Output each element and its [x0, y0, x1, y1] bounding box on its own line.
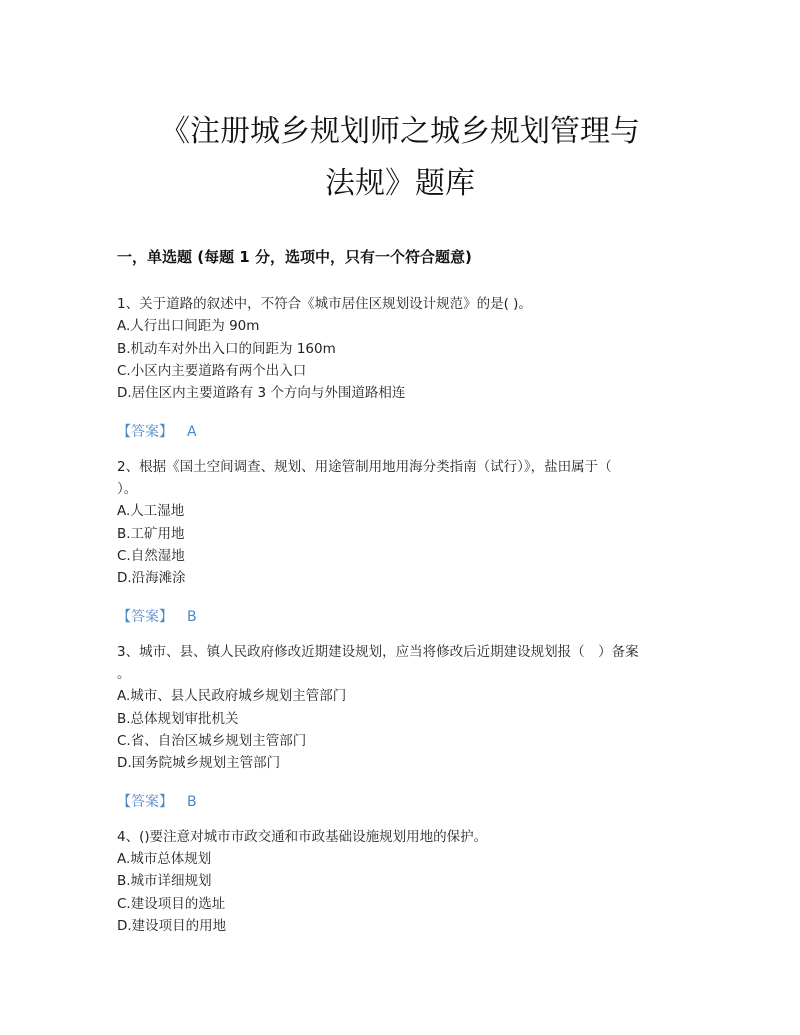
question-3-option-d: D.国务院城乡规划主管部门 [117, 755, 281, 771]
question-4-option-a: A.城市总体规划 [117, 851, 212, 867]
question-2-option-a: A.人工湿地 [117, 503, 185, 519]
question-2-option-c: C.自然湿地 [117, 548, 185, 564]
question-1-stem: 1、关于道路的叙述中，不符合《城市居住区规划设计规范》的是( )。 [117, 296, 532, 312]
answer-label: 【答案】 [117, 609, 173, 625]
question-2-stem-cont: ）。 [117, 481, 138, 497]
question-1-option-b: B.机动车对外出入口的间距为 160m [117, 341, 336, 357]
title-line-2: 法规》题库 [325, 166, 475, 201]
question-3-option-c: C.省、自治区城乡规划主管部门 [117, 733, 307, 749]
title-line-1: 《注册城乡规划师之城乡规划管理与 [160, 114, 640, 149]
question-4-option-d: D.建设项目的用地 [117, 918, 227, 934]
question-4-option-c: C.建设项目的选址 [117, 896, 226, 912]
question-1-option-d: D.居住区内主要道路有 3 个方向与外围道路相连 [117, 385, 406, 401]
answer-value: B [187, 609, 197, 625]
question-2-answer [117, 606, 197, 626]
answer-label: 【答案】 [117, 424, 173, 440]
question-2-option-b: B.工矿用地 [117, 526, 185, 542]
question-2-option-d: D.沿海滩涂 [117, 570, 186, 586]
section-heading: 一，单选题 (每题 1 分，选项中，只有一个符合题意) [117, 248, 472, 266]
question-1-answer [117, 421, 197, 441]
question-3-option-a: A.城市、县人民政府城乡规划主管部门 [117, 688, 347, 704]
answer-label: 【答案】 [117, 794, 173, 810]
question-3-answer [117, 791, 197, 811]
question-1-option-c: C.小区内主要道路有两个出入口 [117, 363, 307, 379]
question-4-stem: 4、()要注意对城市市政交通和市政基础设施规划用地的保护。 [117, 829, 488, 845]
question-3-option-b: B.总体规划审批机关 [117, 711, 239, 727]
answer-value: B [187, 794, 197, 810]
question-1-option-a: A.人行出口间距为 90m [117, 318, 260, 334]
question-3-stem: 3、城市、县、镇人民政府修改近期建设规划，应当将修改后近期建设规划报（ ）备案 [117, 644, 639, 660]
question-2-stem: 2、根据《国土空间调查、规划、用途管制用地用海分类指南（试行）》，盐田属于（ [117, 459, 612, 475]
question-4-option-b: B.城市详细规划 [117, 873, 212, 889]
answer-value: A [187, 424, 197, 440]
question-3-stem-cont: 。 [117, 666, 131, 682]
document-title [100, 106, 700, 210]
